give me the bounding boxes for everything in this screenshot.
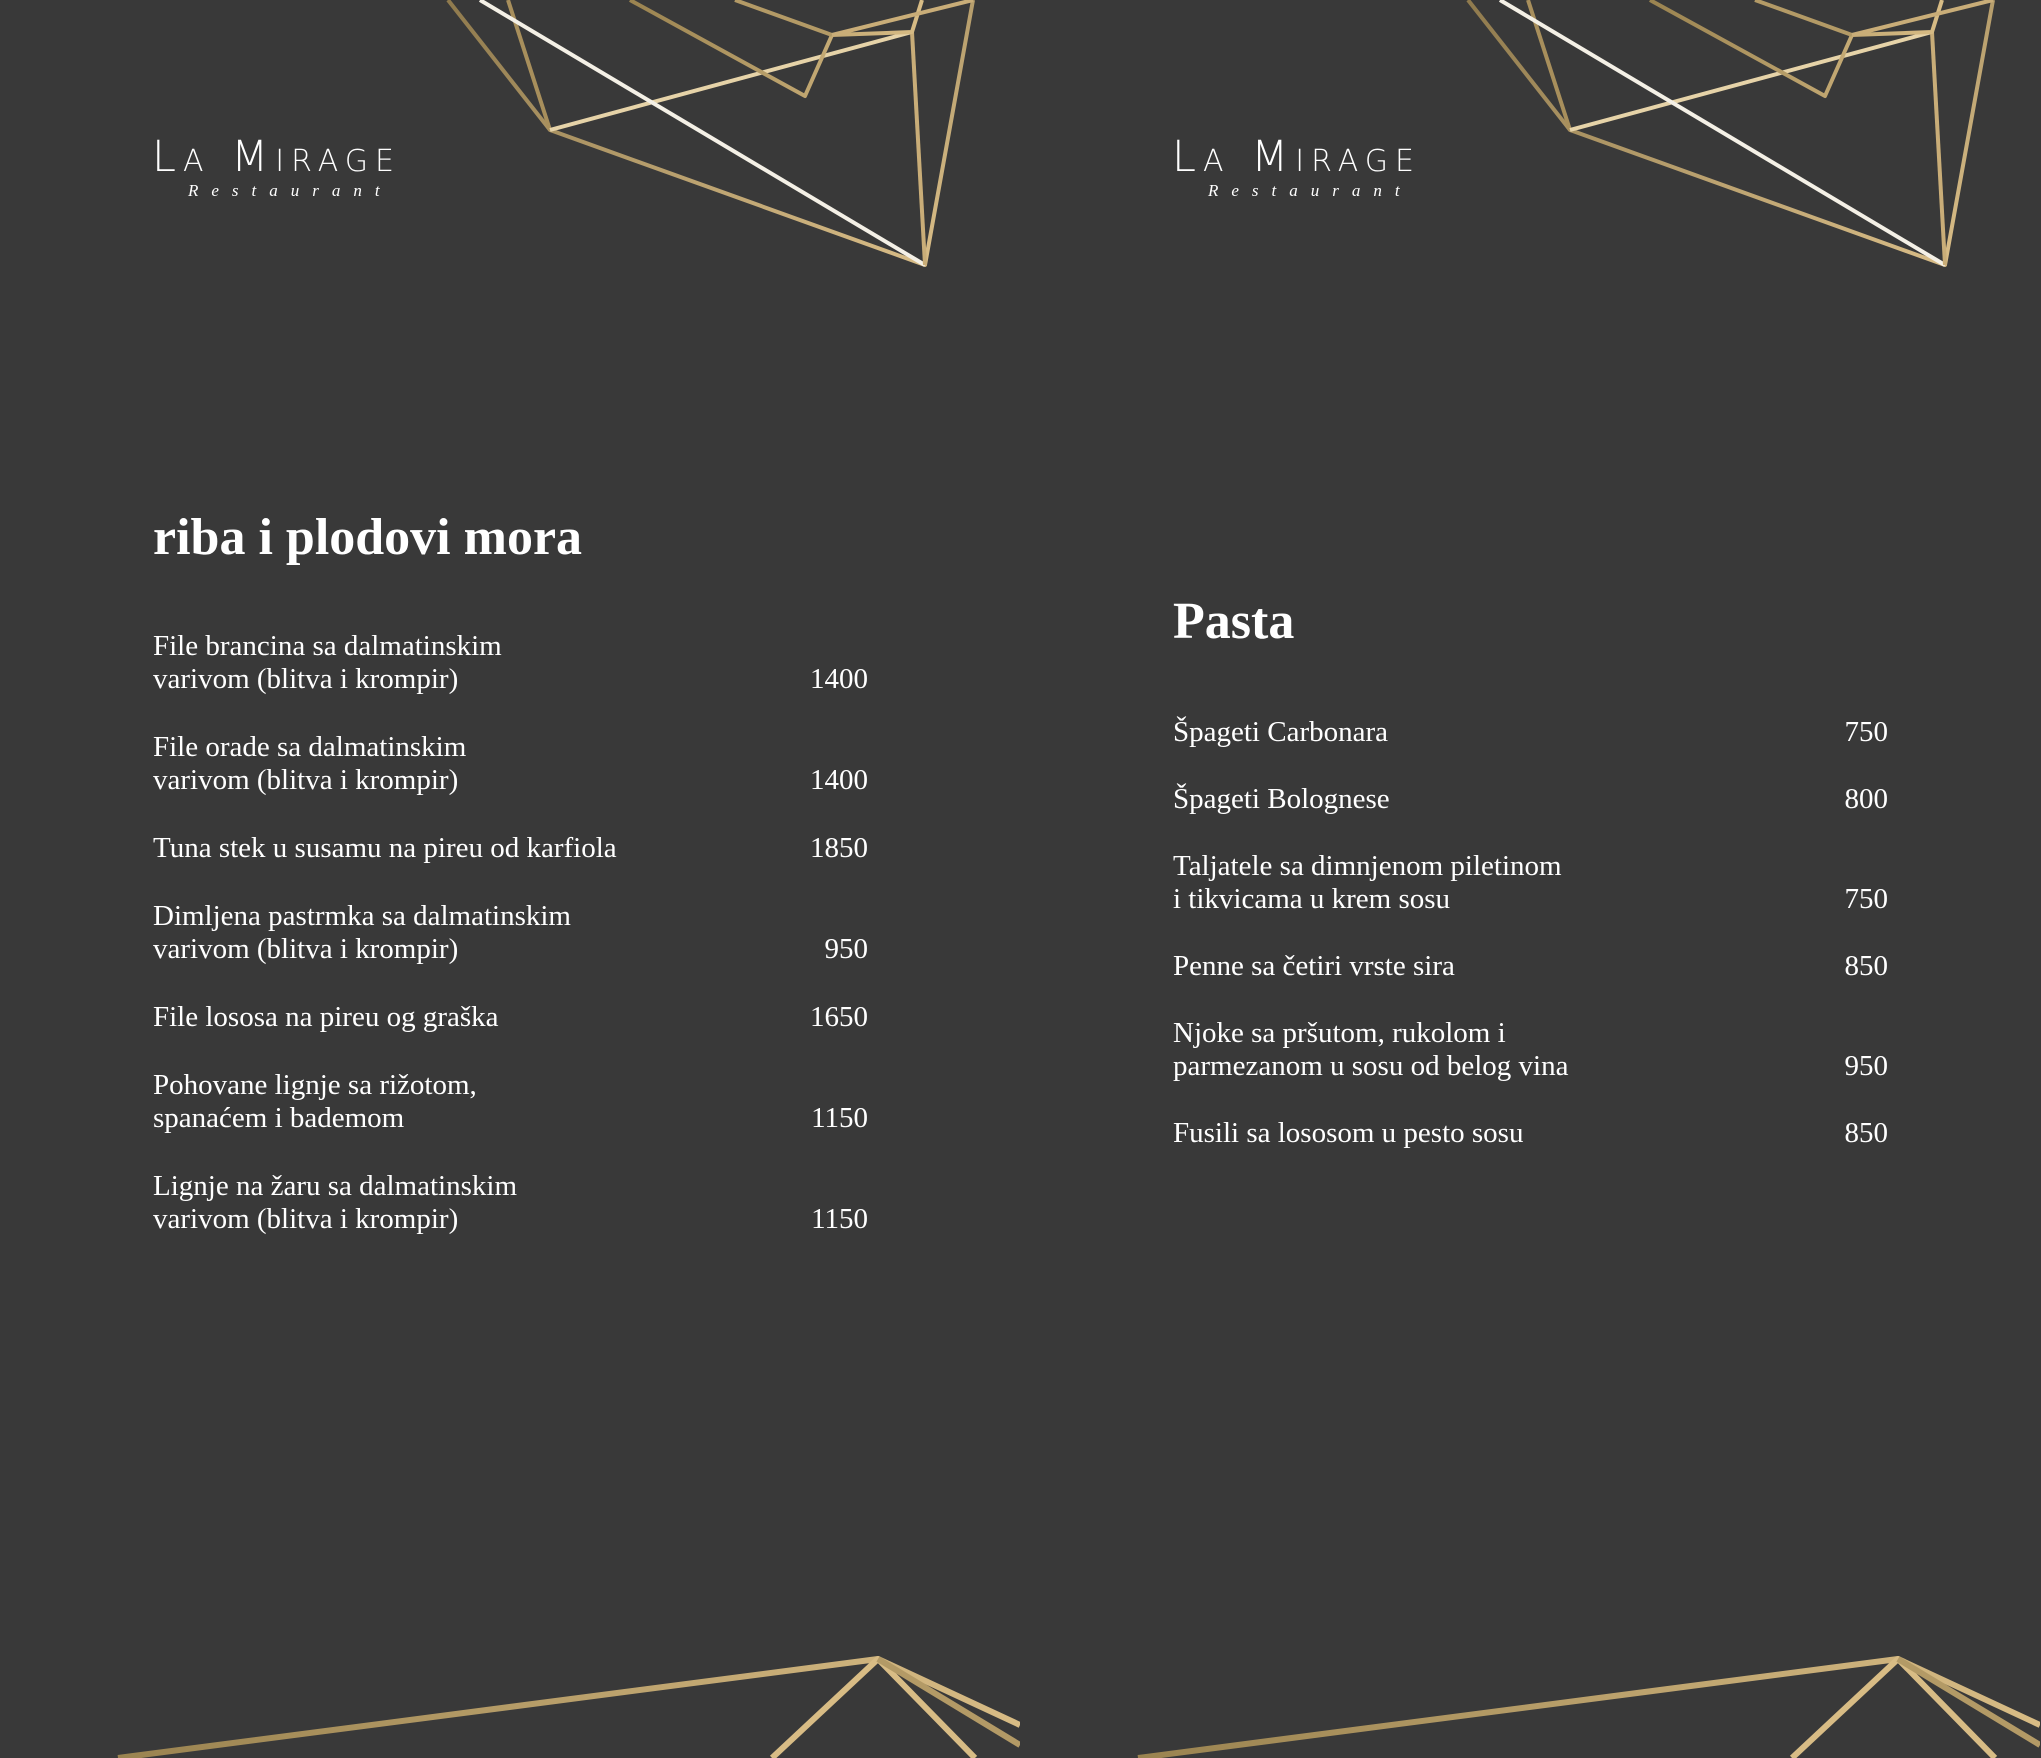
restaurant-logo: [152, 132, 442, 200]
menu-item: [1173, 950, 1888, 983]
menu-item-name: File lososa na pireu og graška: [153, 1001, 499, 1033]
menu-item-name: File brancina sa dalmatinskim varivom (blitva i krompir): [153, 630, 502, 695]
menu-item-name: Pohovane lignje sa rižotom, spanaćem i bademom: [153, 1069, 477, 1134]
menu-item-price: 750: [1844, 883, 1888, 915]
menu-item: [1173, 716, 1888, 749]
menu-item-price: 750: [1844, 716, 1888, 748]
menu-item-price: 1150: [811, 1102, 868, 1134]
menu-item: [153, 731, 868, 797]
logo-name: La Mirage: [1172, 132, 1421, 182]
menu-item: [153, 832, 868, 865]
menu-list: [1173, 716, 1888, 1184]
menu-page-fish: [0, 0, 1020, 1758]
menu-item: [1173, 1017, 1888, 1083]
restaurant-logo: [1172, 132, 1462, 200]
menu-item-price: 1400: [810, 663, 868, 695]
section-title: Pasta: [1173, 593, 1295, 650]
menu-item-name: Tuna stek u susamu na pireu od karfiola: [153, 832, 617, 864]
menu-item-name: File orade sa dalmatinskim varivom (blitva i krompir): [153, 731, 467, 796]
menu-item-name: Špageti Carbonara: [1173, 716, 1389, 748]
menu-item: [153, 1170, 868, 1236]
menu-item: [153, 1069, 868, 1135]
menu-item: [1173, 1117, 1888, 1150]
menu-item-name: Njoke sa pršutom, rukolom i parmezanom u sosu od belog vina: [1173, 1017, 1569, 1082]
logo-name: La Mirage: [152, 132, 401, 182]
menu-item-price: 850: [1844, 950, 1888, 982]
menu-item-name: Špageti Bolognese: [1173, 783, 1390, 815]
menu-item-price: 1650: [810, 1001, 868, 1033]
logo-subtitle: Restaurant: [188, 181, 393, 200]
menu-item-price: 850: [1844, 1117, 1888, 1149]
menu-item: [153, 900, 868, 966]
menu-item-price: 1150: [811, 1203, 868, 1235]
section-title: riba i plodovi mora: [153, 509, 583, 566]
menu-item-name: Fusili sa lososom u pesto sosu: [1173, 1117, 1524, 1149]
menu-item-price: 1850: [810, 832, 868, 864]
menu-item-price: 800: [1844, 783, 1888, 815]
menu-item: [153, 630, 868, 696]
menu-list: [153, 630, 868, 1271]
menu-item: [153, 1001, 868, 1034]
menu-item-name: Taljatele sa dimnjenom piletinom i tikvicama u krem sosu: [1173, 850, 1562, 915]
menu-item-price: 950: [824, 933, 868, 965]
logo-subtitle: Restaurant: [1208, 181, 1413, 200]
menu-item: [1173, 850, 1888, 916]
menu-page-pasta: [1020, 0, 2040, 1758]
menu-item-name: Dimljena pastrmka sa dalmatinskim varivom (blitva i krompir): [153, 900, 571, 965]
menu-item-name: Lignje na žaru sa dalmatinskim varivom (blitva i krompir): [153, 1170, 518, 1235]
menu-item-name: Penne sa četiri vrste sira: [1173, 950, 1455, 982]
menu-item-price: 1400: [810, 764, 868, 796]
menu-item: [1173, 783, 1888, 816]
menu-item-price: 950: [1844, 1050, 1888, 1082]
